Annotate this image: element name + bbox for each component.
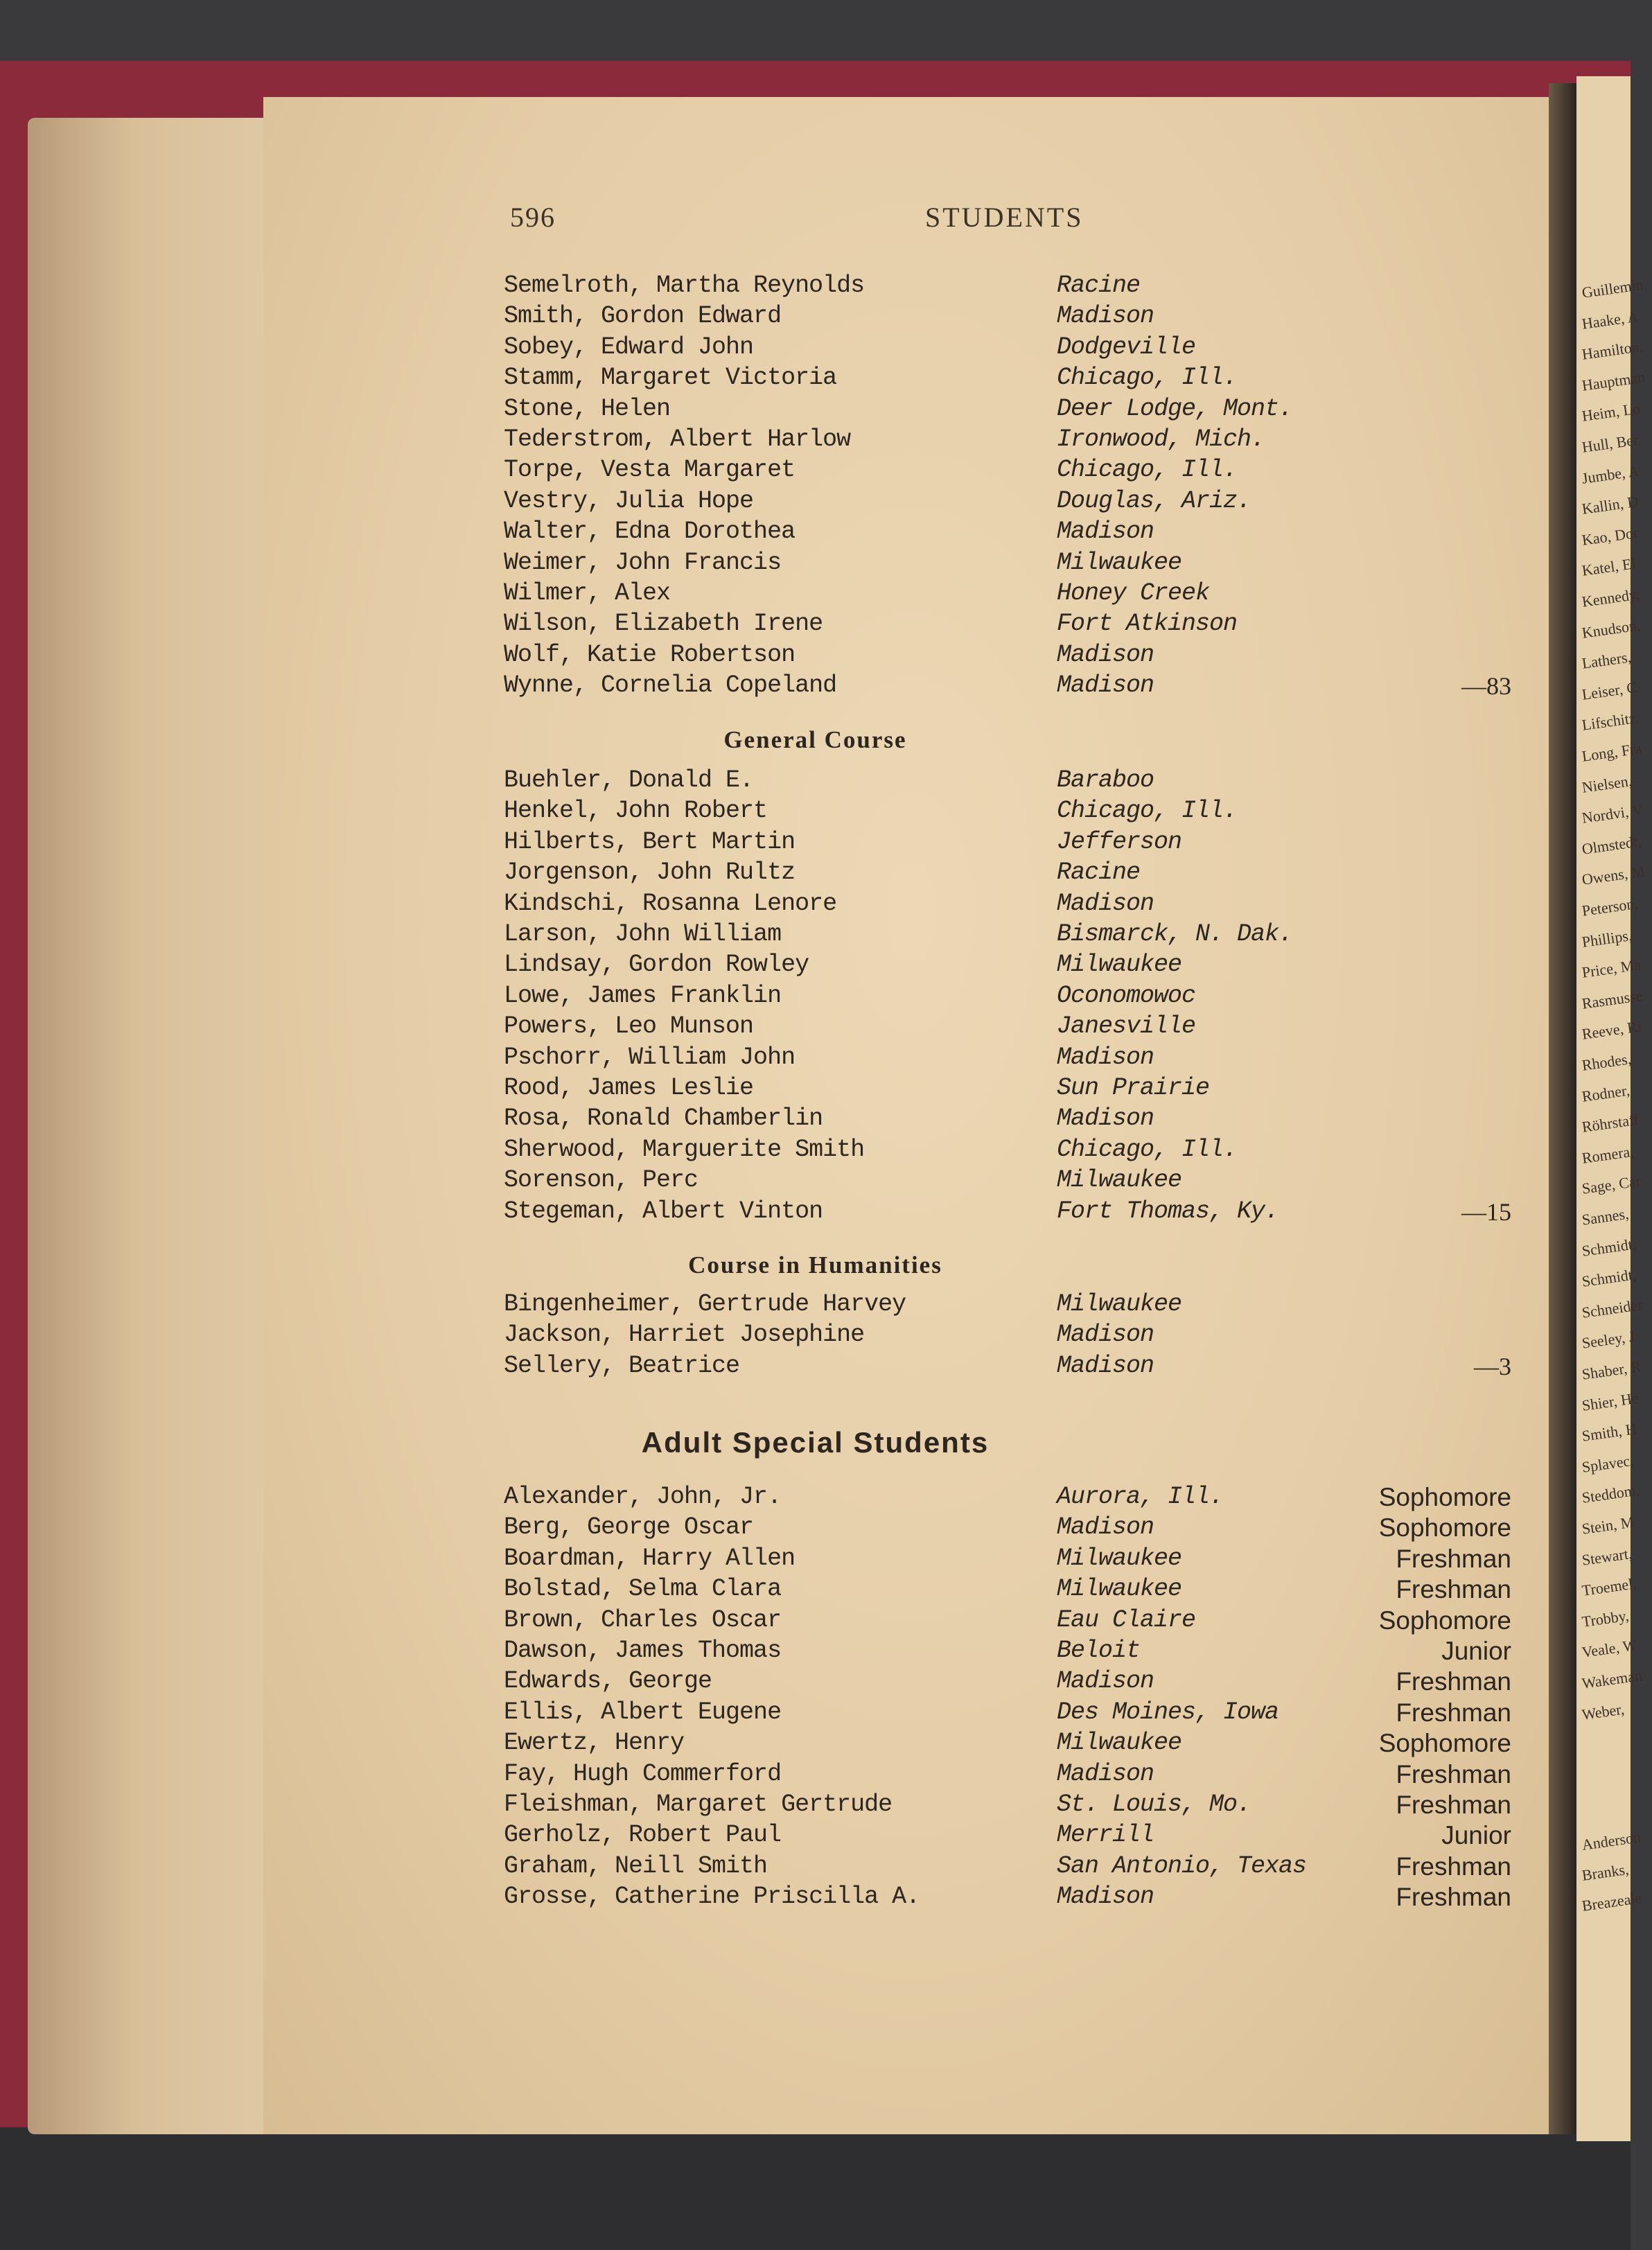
page-title: STUDENTS [925,202,1084,233]
student-hometown: Madison [1057,518,1154,545]
student-name: Jorgenson, John Rultz [504,859,796,886]
background [0,2127,1631,2250]
student-row [0,1637,1631,1667]
student-row [0,272,1631,302]
student-hometown: Chicago, Ill. [1057,456,1238,484]
section-heading-humanities: Course in Humanities [688,1251,942,1278]
student-row [0,1729,1631,1759]
facing-page-name: Branks, [1581,1860,1630,1884]
student-row [0,1575,1631,1606]
student-hometown: Janesville [1057,1012,1196,1040]
student-class: Freshman [1396,1575,1511,1603]
student-hometown: Racine [1057,859,1141,886]
student-row [0,1352,1631,1382]
student-name: Vestry, Julia Hope [504,487,754,515]
facing-page-name: Seeley, J [1581,1327,1636,1353]
facing-page-name: Olmstedt, [1581,832,1643,858]
facing-page-name: Breazeale [1581,1889,1643,1915]
student-class: Freshman [1396,1760,1511,1788]
student-name: Henkel, John Robert [504,797,768,825]
student-hometown: Des Moines, Iowa [1057,1698,1279,1726]
student-name: Edwards, George [504,1667,712,1695]
facing-page-name: Kennedy, [1581,585,1641,610]
student-row [0,1290,1631,1321]
student-hometown: Ironwood, Mich. [1057,425,1265,453]
student-hometown: Jefferson [1057,828,1182,856]
facing-page-name: Peterson, [1581,894,1640,920]
student-row [0,1012,1631,1043]
facing-page-name: Rodner, [1581,1081,1631,1105]
student-hometown: Milwaukee [1057,1166,1182,1194]
student-hometown: Milwaukee [1057,1729,1182,1757]
student-name: Weimer, John Francis [504,549,782,577]
facing-page-name: Schmidt, [1581,1265,1637,1291]
student-class: Junior [1441,1821,1511,1849]
facing-page-name: Sage, Car [1581,1172,1642,1198]
student-hometown: Madison [1057,1513,1154,1541]
student-hometown: Chicago, Ill. [1057,1136,1238,1163]
student-name: Brown, Charles Oscar [504,1606,782,1634]
student-name: Sobey, Edward John [504,333,754,361]
student-name: Smith, Gordon Edward [504,302,782,330]
student-row [0,1136,1631,1166]
student-row [0,1105,1631,1135]
student-hometown: Milwaukee [1057,1290,1182,1318]
facing-page-name: Lifschitz, [1581,708,1641,735]
facing-page-name: Steddom, [1581,1481,1641,1507]
student-class: Freshman [1396,1667,1511,1696]
page-number: 596 [510,202,556,233]
facing-page-name: Hull, Ber [1581,430,1640,456]
student-row [0,1321,1631,1351]
facing-page-name: Rasmusse [1581,986,1644,1012]
student-row [0,333,1631,364]
student-row [0,766,1631,797]
student-name: Walter, Edna Dorothea [504,518,796,545]
student-hometown: Fort Thomas, Ky. [1057,1197,1279,1225]
student-name: Rood, James Leslie [504,1074,754,1102]
facing-page-name: Shaber, R [1581,1357,1642,1383]
facing-page-name: Phillips, [1581,926,1633,951]
student-name: Boardman, Harry Allen [504,1545,796,1572]
student-hometown: Madison [1057,641,1154,669]
student-hometown: Milwaukee [1057,1545,1182,1572]
student-class: Freshman [1396,1545,1511,1573]
student-row [0,1852,1631,1883]
student-hometown: Dodgeville [1057,333,1196,361]
student-name: Lowe, James Franklin [504,982,782,1010]
student-hometown: Racine [1057,272,1141,299]
student-row [0,364,1631,394]
student-row [0,1821,1631,1852]
student-hometown: Madison [1057,1352,1154,1380]
facing-page-name: Romera, [1581,1142,1635,1167]
student-hometown: Bismarck, N. Dak. [1057,920,1293,948]
student-name: Wilmer, Alex [504,579,671,607]
student-row [0,1698,1631,1729]
student-hometown: Madison [1057,1760,1154,1788]
student-name: Graham, Neill Smith [504,1852,768,1880]
facing-page-name: Kao, Dor [1581,523,1640,549]
student-row [0,1074,1631,1105]
student-name: Lindsay, Gordon Rowley [504,951,809,978]
facing-page-name: Guillemin, [1581,274,1649,301]
facing-page-name: Owens, M [1581,862,1646,889]
student-hometown: Beloit [1057,1637,1141,1664]
facing-page-name: Röhrstaff [1581,1110,1640,1136]
facing-page-name: Jumbe, A [1581,462,1640,487]
student-name: Fay, Hugh Commerford [504,1760,782,1788]
section-count: —83 [1461,672,1511,700]
student-row [0,302,1631,333]
student-hometown: San Antonio, Texas [1057,1852,1307,1880]
student-row [0,487,1631,518]
facing-page-name: Anderson [1581,1828,1642,1854]
student-row [0,951,1631,981]
student-name: Alexander, John, Jr. [504,1483,782,1511]
section-count: —15 [1461,1198,1511,1226]
student-name: Pschorr, William John [504,1044,796,1071]
student-row [0,641,1631,671]
facing-page-name: Trobby, [1581,1606,1631,1631]
section-heading-general: General Course [723,726,907,753]
student-row [0,1545,1631,1575]
student-name: Larson, John William [504,920,782,948]
student-row [0,610,1631,640]
student-name: Wolf, Katie Robertson [504,641,796,669]
student-name: Jackson, Harriet Josephine [504,1321,865,1348]
student-row [0,1483,1631,1513]
student-row [0,579,1631,610]
student-row [0,1667,1631,1698]
student-hometown: Honey Creek [1057,579,1210,607]
student-row [0,1044,1631,1074]
student-hometown: Fort Atkinson [1057,610,1238,638]
student-class: Sophomore [1378,1513,1511,1542]
student-row [0,1166,1631,1197]
facing-page-name: Hamilton, [1581,337,1644,364]
student-name: Bolstad, Selma Clara [504,1575,782,1603]
student-name: Berg, George Oscar [504,1513,754,1541]
student-row [0,1791,1631,1821]
facing-page-name: Stewart, [1581,1544,1633,1569]
facing-page-name: Troemel, [1581,1574,1638,1600]
student-row [0,797,1631,827]
student-row [0,425,1631,456]
student-class: Sophomore [1378,1606,1511,1635]
student-row [0,1197,1631,1228]
student-hometown: Sun Prairie [1057,1074,1210,1102]
student-name: Ellis, Albert Eugene [504,1698,782,1726]
facing-page-name: Haake, A [1581,307,1640,333]
student-row [0,1760,1631,1791]
student-hometown: St. Louis, Mo. [1057,1791,1251,1818]
student-hometown: Milwaukee [1057,1575,1182,1603]
student-class: Junior [1441,1637,1511,1665]
student-hometown: Aurora, Ill. [1057,1483,1224,1511]
student-class: Sophomore [1378,1483,1511,1511]
section-count: —3 [1474,1353,1511,1380]
student-name: Dawson, James Thomas [504,1637,782,1664]
student-name: Sellery, Beatrice [504,1352,740,1380]
student-class: Freshman [1396,1698,1511,1727]
student-name: Ewertz, Henry [504,1729,685,1757]
student-name: Wynne, Cornelia Copeland [504,671,837,699]
student-row [0,671,1631,702]
student-name: Bingenheimer, Gertrude Harvey [504,1290,906,1318]
facing-page-name: Veale, W [1581,1636,1639,1662]
student-hometown: Madison [1057,1105,1154,1132]
student-row [0,395,1631,425]
student-name: Fleishman, Margaret Gertrude [504,1791,893,1818]
facing-page-name: Heim, Lo [1581,399,1642,425]
student-row [0,518,1631,548]
facing-page-name: Lathers, [1581,648,1633,673]
student-name: Sorenson, Perc [504,1166,698,1194]
facing-page-name: Schneider [1581,1295,1644,1321]
student-hometown: Merrill [1057,1821,1154,1849]
student-name: Kindschi, Rosanna Lenore [504,890,837,917]
student-row [0,890,1631,920]
student-hometown: Madison [1057,302,1154,330]
student-name: Hilberts, Bert Martin [504,828,796,856]
student-row [0,982,1631,1012]
student-name: Stone, Helen [504,395,671,423]
student-name: Wilson, Elizabeth Irene [504,610,823,638]
student-hometown: Milwaukee [1057,951,1182,978]
student-name: Stamm, Margaret Victoria [504,364,837,392]
student-class: Freshman [1396,1852,1511,1881]
student-name: Rosa, Ronald Chamberlin [504,1105,823,1132]
student-row [0,920,1631,951]
facing-page-name: Smith, H [1581,1420,1638,1445]
facing-page-name: Price, Ma [1581,956,1642,982]
facing-page-name: Sannes, [1581,1204,1630,1229]
student-hometown: Chicago, Ill. [1057,364,1238,392]
facing-page-name: Long, Fra [1581,739,1643,765]
student-name: Gerholz, Robert Paul [504,1821,782,1849]
facing-page-name: Katel, El [1581,554,1637,580]
student-row [0,549,1631,579]
student-hometown: Oconomowoc [1057,982,1196,1010]
student-row [0,1883,1631,1913]
facing-page-name: Nielsen, [1581,771,1633,796]
facing-page-name: Nordvi, V [1581,800,1644,827]
student-name: Stegeman, Albert Vinton [504,1197,823,1225]
student-name: Buehler, Donald E. [504,766,754,794]
section-heading-adult: Adult Special Students [641,1426,990,1459]
facing-page-name: Rhodes, [1581,1050,1633,1074]
student-row [0,1606,1631,1637]
student-hometown: Madison [1057,890,1154,917]
student-class: Freshman [1396,1791,1511,1819]
facing-page-name: Stein, M [1581,1513,1635,1538]
student-class: Sophomore [1378,1729,1511,1757]
facing-page-name: Weber, [1581,1700,1626,1723]
facing-page-name: Shier, He [1581,1389,1640,1414]
student-name: Powers, Leo Munson [504,1012,754,1040]
student-hometown: Madison [1057,1321,1154,1348]
student-hometown: Deer Lodge, Mont. [1057,395,1293,423]
facing-page-name: Reeve, Ri [1581,1017,1643,1044]
facing-page-name: Knudson, [1581,615,1642,642]
student-name: Semelroth, Martha Reynolds [504,272,865,299]
student-name: Sherwood, Marguerite Smith [504,1136,865,1163]
student-row [0,1513,1631,1544]
student-hometown: Baraboo [1057,766,1154,794]
student-hometown: Madison [1057,1883,1154,1910]
student-hometown: Chicago, Ill. [1057,797,1238,825]
facing-page-name: Hauptman [1581,368,1646,394]
student-hometown: Madison [1057,1044,1154,1071]
student-class: Freshman [1396,1883,1511,1911]
student-hometown: Madison [1057,671,1154,699]
student-name: Torpe, Vesta Margaret [504,456,796,484]
student-hometown: Madison [1057,1667,1154,1695]
facing-page-name: Schmidt, [1581,1234,1637,1260]
student-name: Tederstrom, Albert Harlow [504,425,851,453]
student-name: Grosse, Catherine Priscilla A. [504,1883,920,1910]
student-hometown: Douglas, Ariz. [1057,487,1251,515]
facing-page-name: Kallin, D [1581,492,1640,518]
student-hometown: Milwaukee [1057,549,1182,577]
student-row [0,859,1631,889]
facing-page-name: Wakeman [1581,1666,1644,1692]
student-row [0,456,1631,486]
student-row [0,828,1631,859]
facing-page-name: Leiser, C [1581,678,1638,703]
student-hometown: Eau Claire [1057,1606,1196,1634]
facing-page-name: Splavec, [1581,1451,1635,1476]
